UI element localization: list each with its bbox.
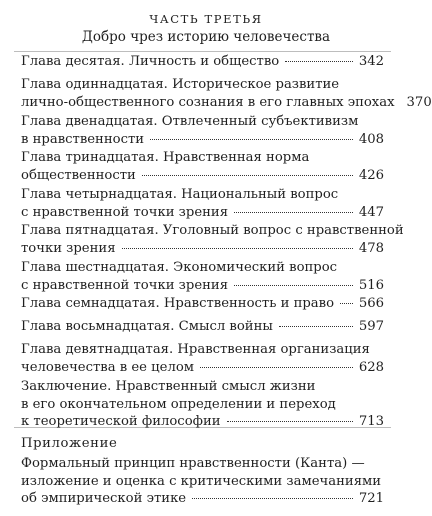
toc-entry-title-line: точки зрения — [21, 240, 116, 256]
part-label: ЧАСТЬ ТРЕТЬЯ — [149, 12, 263, 26]
dot-leader — [279, 326, 353, 327]
toc-entry — [21, 455, 384, 508]
dot-leader — [142, 175, 353, 176]
toc-entry-title-line: Глава четырнадцатая. Национальный вопрос — [21, 187, 339, 202]
toc-entry-title-line: человечества в ее целом — [21, 359, 195, 375]
page-number: 628 — [358, 359, 384, 375]
toc-entry — [21, 295, 384, 313]
page-number: 370 — [406, 94, 432, 110]
toc-entry — [21, 318, 384, 336]
toc-entry-last-line — [21, 240, 384, 258]
dot-leader — [234, 212, 353, 213]
toc-entry-title-line: Глава девятнадцатая. Нравственная организация — [21, 342, 370, 357]
toc-entry — [21, 149, 384, 184]
dot-leader — [340, 303, 353, 304]
toc-entry — [21, 113, 384, 148]
page-number: 713 — [358, 414, 384, 429]
page-number: 566 — [358, 296, 384, 311]
page-number: 342 — [358, 54, 384, 69]
toc-entry — [21, 378, 384, 431]
toc-entry-title-line: в нравственности — [21, 131, 145, 147]
toc-entry-title-line: Глава десятая. Личность и общество — [21, 54, 280, 69]
part-title: Добро чрез историю человечества — [81, 29, 331, 45]
toc-entry-title-line: Глава одиннадцатая. Историческое развитие — [21, 77, 340, 92]
appendix-heading: Приложение — [21, 436, 118, 451]
toc-entry-last-line — [21, 490, 384, 508]
toc-entry-title-line: изложение и оценка с критическими замечаниями — [21, 473, 382, 489]
toc-entry — [21, 222, 404, 257]
page-number: 478 — [358, 240, 384, 256]
toc-entry-title-line: к теоретической философии — [21, 414, 221, 429]
toc-entry — [21, 259, 384, 294]
toc-entry — [21, 186, 384, 221]
dot-leader — [192, 498, 353, 499]
dot-leader — [227, 421, 353, 422]
dot-leader — [150, 139, 353, 140]
toc-entry — [21, 76, 432, 111]
page-number: 516 — [358, 277, 384, 293]
toc-entry-title-line: в его окончательном определении и переход — [21, 396, 336, 412]
page-number: 447 — [358, 204, 384, 220]
toc-entry-title-line: Глава восьмнадцатая. Смысл войны — [21, 319, 273, 334]
toc-entry-title-line: Заключение. Нравственный смысл жизни — [21, 379, 316, 394]
page-number: 426 — [358, 167, 384, 183]
toc-entry-last-line — [21, 204, 384, 222]
toc-entry-last-line — [21, 413, 384, 431]
toc-entry-last-line — [21, 53, 384, 71]
toc-entry-title-line: с нравственной точки зрения — [21, 277, 229, 293]
toc-entry-title-line: Глава двенадцатая. Отвлеченный субъективизм — [21, 114, 359, 129]
toc-entry-last-line — [21, 359, 384, 377]
toc-entry-title-line: лично-общественного сознания в его главных эпохах — [21, 94, 395, 110]
toc-entry-last-line — [21, 167, 384, 185]
toc-entry — [21, 341, 384, 376]
dot-leader — [285, 61, 353, 62]
toc-entry-last-line — [21, 94, 432, 112]
toc-entry-title-line: Глава тринадцатая. Нравственная норма — [21, 150, 310, 165]
toc-entry-last-line — [21, 131, 384, 149]
toc-entry-title-line: с нравственной точки зрения — [21, 204, 229, 220]
toc-entry-last-line — [21, 295, 384, 313]
toc-entry-title-line: общественности — [21, 167, 136, 183]
toc-entry-title-line: Формальный принцип нравственности (Канта) — — [21, 456, 365, 471]
page-number: 597 — [358, 319, 384, 334]
toc-entry-title-line: Глава семнадцатая. Нравственность и право — [21, 296, 335, 311]
toc-entry — [21, 53, 384, 71]
toc-entry-last-line — [21, 318, 384, 336]
dot-leader — [234, 285, 353, 286]
page-number: 721 — [358, 491, 384, 506]
dot-leader — [200, 367, 353, 368]
dot-leader — [122, 248, 353, 249]
top-rule — [14, 51, 391, 52]
toc-entry-title-line: об эмпирической этике — [21, 491, 187, 506]
toc-entry-title-line: Глава пятнадцатая. Уголовный вопрос с нравственной — [21, 223, 404, 238]
toc-entry-title-line: Глава шестнадцатая. Экономический вопрос — [21, 260, 338, 275]
page-number: 408 — [358, 131, 384, 147]
toc-entry-last-line — [21, 277, 384, 295]
